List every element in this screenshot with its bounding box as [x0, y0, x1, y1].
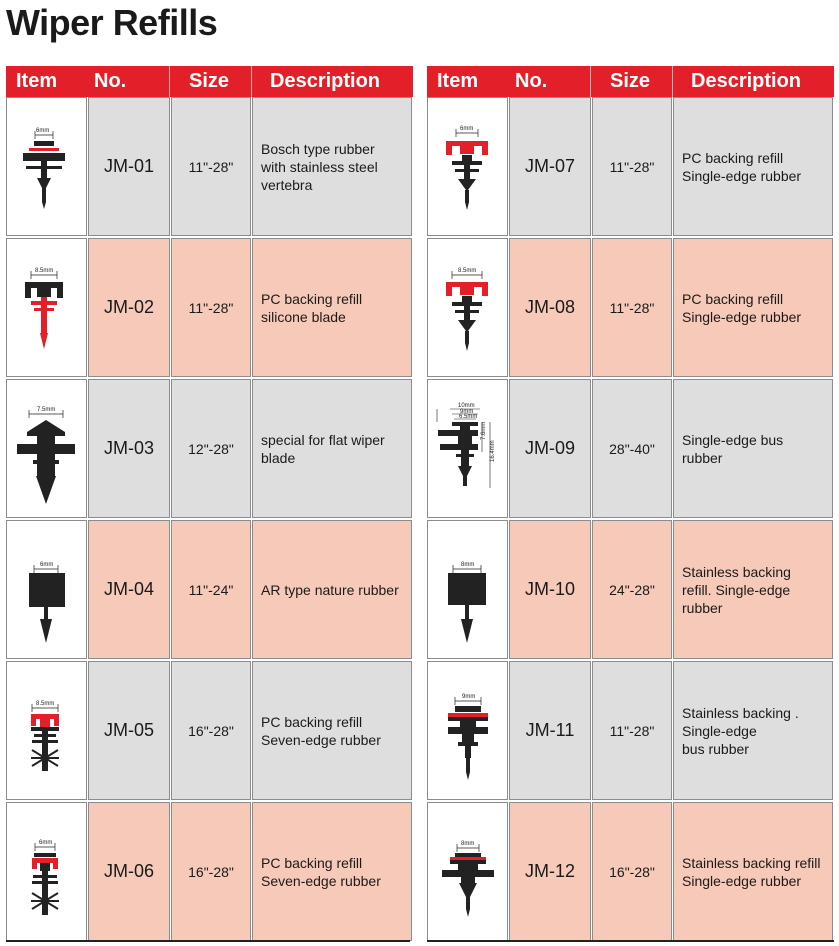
item-number: JM-04 [88, 520, 170, 659]
dimension-label: 8.5mm [35, 268, 54, 274]
item-number: JM-05 [88, 661, 170, 800]
dimension-label: 8mm [461, 841, 475, 847]
profile-cell [6, 379, 87, 518]
item-description [673, 379, 833, 518]
description-text: PC backing refill Single-edge rubber [682, 149, 802, 184]
profile-cell [427, 802, 508, 941]
profile-diagram-jm-06 [7, 803, 86, 940]
item-size: 11"-28" [171, 97, 251, 236]
profile-diagram-jm-02 [7, 239, 86, 376]
dimension-label: 6mm [460, 126, 474, 132]
dimension-label: 9mm [462, 694, 476, 700]
profile-cell [427, 520, 508, 659]
item-number: JM-08 [509, 238, 591, 377]
dimension-label: 8.5mm [36, 701, 55, 707]
dimension-label: 8.5mm [458, 268, 477, 274]
item-description [673, 661, 833, 800]
header-item: Item [16, 70, 58, 92]
description-text: PC backing refill Seven-edge rubber [261, 854, 381, 889]
item-size: 16"-28" [171, 802, 251, 941]
right-table-bottom-rule [427, 940, 834, 942]
item-number: JM-09 [509, 379, 591, 518]
profile-diagram-jm-11 [428, 662, 507, 799]
dimension-label-3: 6.5mm [459, 414, 478, 420]
dimension-label: 6mm [36, 128, 50, 134]
item-description [252, 238, 412, 377]
description-text: Stainless backing refill. Single-edge rubber [682, 563, 791, 616]
item-number: JM-12 [509, 802, 591, 941]
description-text: Bosch type rubber with stainless steel vertebra [261, 140, 378, 193]
profile-diagram-jm-12 [428, 803, 507, 940]
table-header [6, 66, 413, 97]
profile-diagram-jm-07 [428, 98, 507, 235]
item-description [252, 661, 412, 800]
header-no: No. [94, 70, 127, 92]
description-text: Stainless backing . Single-edge bus rubber [682, 704, 799, 757]
table-row [427, 661, 834, 802]
item-size: 11"-28" [592, 238, 672, 377]
item-number: JM-11 [509, 661, 591, 800]
table-row [6, 520, 413, 661]
item-number: JM-07 [509, 97, 591, 236]
dimension-label-5: 16.4mm [490, 440, 496, 462]
item-description [252, 379, 412, 518]
profile-diagram-jm-01 [7, 98, 86, 235]
dimension-label-4: 7.6mm [481, 421, 487, 440]
profile-cell [427, 238, 508, 377]
profile-diagram-jm-05 [7, 662, 86, 799]
header-description: Description [270, 70, 381, 92]
header-no: No. [515, 70, 548, 92]
dimension-label: 7.5mm [37, 407, 56, 413]
table-row [6, 802, 413, 943]
description-text: special for flat wiper blade [261, 431, 385, 466]
item-description [673, 802, 833, 941]
item-size: 11"-28" [171, 238, 251, 377]
profile-cell [427, 97, 508, 236]
dimension-label: 10mm [458, 403, 475, 409]
description-text: AR type nature rubber [261, 581, 399, 598]
table-row [6, 97, 413, 238]
refill-table-right [427, 66, 834, 943]
profile-diagram-jm-10 [428, 521, 507, 658]
item-size: 11"-28" [592, 661, 672, 800]
item-number: JM-01 [88, 97, 170, 236]
table-row [6, 661, 413, 802]
table-header [427, 66, 834, 97]
item-number: JM-02 [88, 238, 170, 377]
table-row [427, 97, 834, 238]
item-size: 12"-28" [171, 379, 251, 518]
dimension-label-2: 9mm [460, 409, 474, 415]
left-table-bottom-rule [6, 940, 410, 942]
item-number: JM-03 [88, 379, 170, 518]
table-row [427, 238, 834, 379]
profile-diagram-jm-03 [7, 380, 86, 517]
header-size: Size [189, 70, 230, 92]
item-size: 11"-24" [171, 520, 251, 659]
table-row [427, 802, 834, 943]
profile-cell [6, 802, 87, 941]
table-row [6, 379, 413, 520]
header-size: Size [610, 70, 651, 92]
profile-diagram-jm-04 [7, 521, 86, 658]
item-size: 11"-28" [592, 97, 672, 236]
item-size: 16"-28" [592, 802, 672, 941]
item-description [252, 802, 412, 941]
item-description [252, 97, 412, 236]
item-description [673, 238, 833, 377]
profile-cell [6, 661, 87, 800]
refill-table-left [6, 66, 413, 943]
dimension-label: 6mm [40, 562, 54, 568]
profile-cell [427, 661, 508, 800]
item-description [673, 97, 833, 236]
description-text: PC backing refill Single-edge rubber [682, 290, 802, 325]
table-row [427, 379, 834, 520]
description-text: Single-edge bus rubber [682, 431, 784, 466]
profile-diagram-jm-09 [428, 380, 507, 517]
profile-cell [427, 379, 508, 518]
item-description [252, 520, 412, 659]
dimension-label: 6mm [39, 840, 53, 846]
page-title: Wiper Refills [6, 2, 218, 43]
item-number: JM-10 [509, 520, 591, 659]
item-description [673, 520, 833, 659]
item-size: 28"-40" [592, 379, 672, 518]
profile-cell [6, 520, 87, 659]
profile-cell [6, 238, 87, 377]
item-size: 24"-28" [592, 520, 672, 659]
table-row [6, 238, 413, 379]
description-text: PC backing refill Seven-edge rubber [261, 713, 381, 748]
header-item: Item [437, 70, 479, 92]
item-number: JM-06 [88, 802, 170, 941]
profile-diagram-jm-08 [428, 239, 507, 376]
header-description: Description [691, 70, 802, 92]
description-text: PC backing refill silicone blade [261, 290, 363, 325]
item-size: 16"-28" [171, 661, 251, 800]
table-row [427, 520, 834, 661]
dimension-label: 8mm [461, 562, 475, 568]
description-text: Stainless backing refill Single-edge rubber [682, 854, 821, 889]
profile-cell [6, 97, 87, 236]
